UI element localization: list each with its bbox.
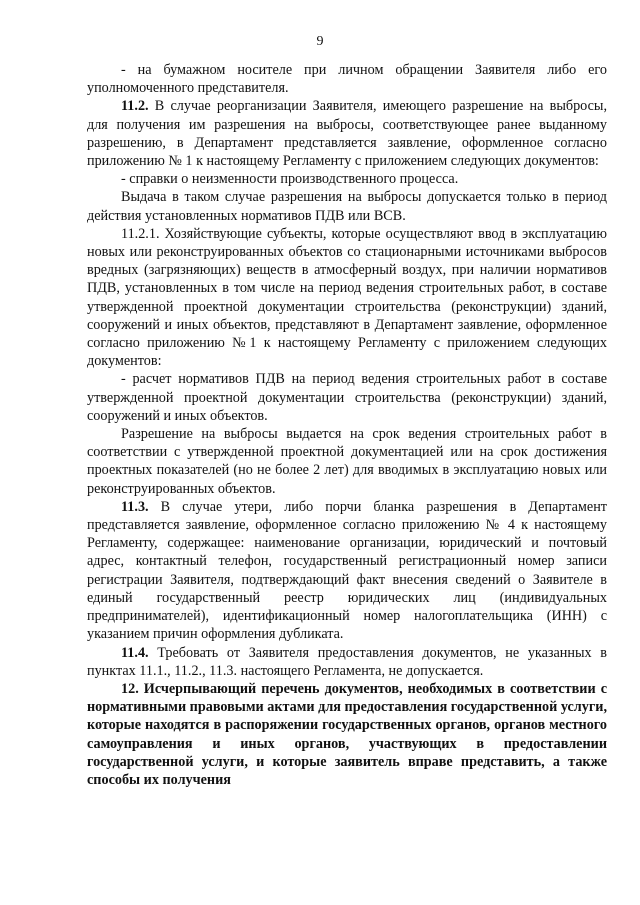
paragraph xyxy=(87,225,607,371)
paragraph-text: 11.2.1. Хозяйствующие субъекты, которые осуществляют ввод в эксплуатацию новых или реконструированных объектов со стационарными источниками выбросов вредных (загрязняющих) веществ в атмосферный воздух, при наличии нормативов ПДВ, установленных в том числе на период ведения строительных работ, в составе утвержденной проектной документации строительства (реконструкции) зданий, сооружений и иных объектов, представляют в Департамент заявление, оформленное согласно приложению №1 к настоящему Регламенту с приложением следующих документов: xyxy=(87,225,607,370)
clause-number: 11.2. xyxy=(121,98,149,115)
paragraph xyxy=(87,498,607,644)
paragraph-text: - расчет нормативов ПДВ на период ведения строительных работ в составе утвержденной проектной документации строительства (реконструкции) зданий, сооружений и иных объектов. xyxy=(87,371,607,424)
paragraph xyxy=(87,188,607,224)
clause-number: 11.3. xyxy=(121,498,149,515)
paragraph-text: Требовать от Заявителя предоставления документов, не указанных в пунктах 11.1., 11.2., 11.3. настоящего Регламента, не допускается. xyxy=(87,644,607,679)
section-heading: 12. Исчерпывающий перечень документов, необходимых в соответствии с нормативными правовыми актами для предоставления государственной услуги, которые находятся в распоряжении государственных органов, органов местного самоуправления и иных органов, участвующих в предоставлении государственной услуги, и которые заявитель вправе представить, а также способы их получения xyxy=(87,680,608,788)
paragraph-text: - справки о неизменности производственного процесса. xyxy=(121,171,459,188)
document-body xyxy=(87,61,607,789)
paragraph-text: В случае реорганизации Заявителя, имеющего разрешение на выбросы, для получения им разрешения на выбросы, соответствующее ранее выданному разрешению, в Департамент представляется заявление, оформленное согласно приложению № 1 к настоящему Регламенту с приложением следующих документов: xyxy=(87,98,607,170)
paragraph-text: В случае утери, либо порчи бланка разрешения в Департамент представляется заявление, оформленное согласно приложению № 4 к настоящему Регламенту, содержащее: наименование организации, юридический и почтовый адрес, контактный телефон, государственный регистрационный номер записи регистрации Заявителя, подтверждающий факт внесения сведений о Заявителе в единый государственный реестр юридических лиц (индивидуальных предпринимателей), идентификационный номер налогоплательщика (ИНН) с указанием причин оформления дубликата. xyxy=(87,498,607,643)
paragraph xyxy=(87,170,607,188)
clause-number: 11.4. xyxy=(121,644,149,661)
paragraph-text: Разрешение на выбросы выдается на срок ведения строительных работ в соответствии с утвержденной проектной документацией или на срок достижения проектных показателей (но не более 2 лет) для вводимых в эксплуатацию новых или реконструированных объектов. xyxy=(87,426,607,497)
paragraph xyxy=(87,61,607,97)
paragraph xyxy=(87,370,607,425)
paragraph xyxy=(87,425,607,498)
paragraph-text: - на бумажном носителе при личном обращении Заявителя либо его уполномоченного представителя. xyxy=(87,62,607,97)
paragraph xyxy=(87,97,607,170)
page-number: 9 xyxy=(316,34,324,49)
paragraph xyxy=(87,644,607,680)
paragraph-text: Выдача в таком случае разрешения на выбросы допускается только в период действия установленных нормативов ПДВ или ВСВ. xyxy=(87,189,607,224)
